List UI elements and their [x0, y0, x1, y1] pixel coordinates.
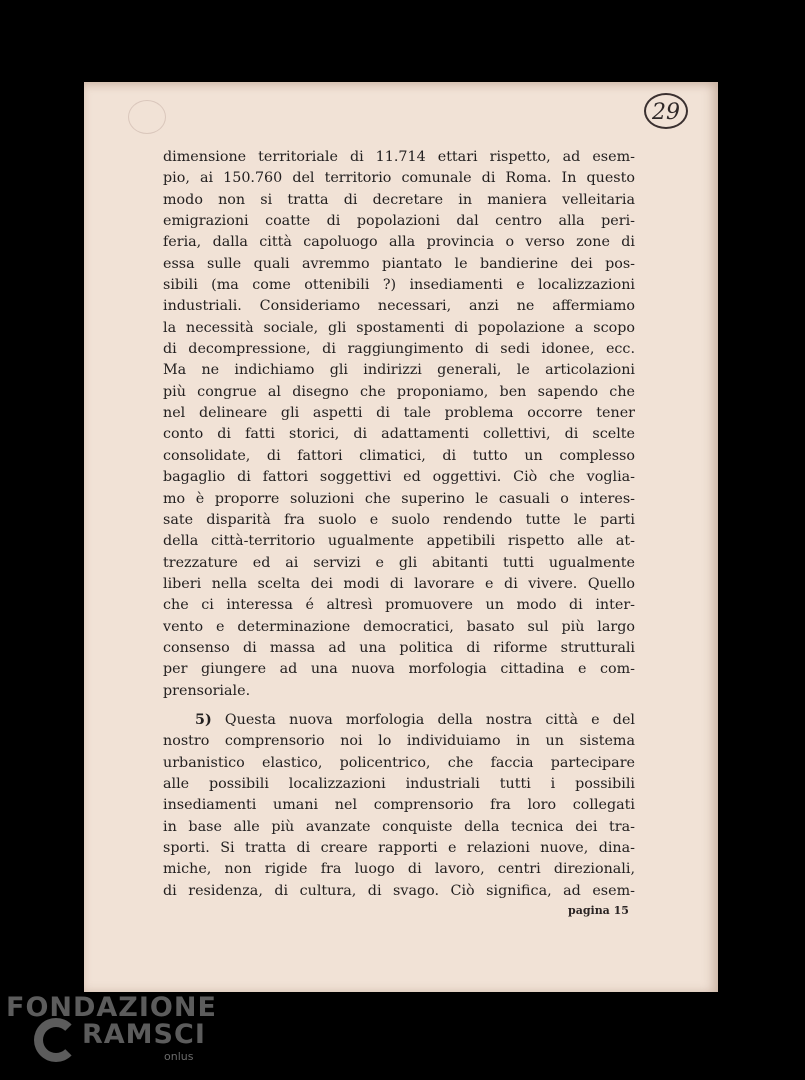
text-line: sporti. Si tratta di creare rapporti e relazioni nuove, dina-: [163, 840, 635, 856]
text-line: consolidate, di fattori climatici, di tutto un complesso: [163, 447, 635, 464]
paragraph-5-first-text: Questa nuova morfologia della nostra città e del: [224, 711, 635, 728]
text-line: consenso di massa ad una politica di riforme strutturali: [163, 639, 635, 656]
text-line: nel delineare gli aspetti di tale problema occorre tener: [163, 405, 635, 422]
text-line: pio, ai 150.760 del territorio comunale di Roma. In questo: [163, 170, 635, 187]
text-line: di decompressione, di raggiungimento di sedi idonee, ecc.: [163, 341, 635, 358]
text-line: emigrazioni coatte di popolazioni dal centro alla peri-: [163, 213, 635, 230]
text-line: liberi nella scelta dei modi di lavorare e di vivere. Quello: [163, 575, 635, 592]
text-line: industriali. Consideriamo necessari, anzi ne affermiamo: [163, 298, 635, 315]
text-line: bagaglio di fattori soggettivi ed oggettivi. Ciò che voglia-: [163, 469, 635, 486]
text-line: mo è proporre soluzioni che superino le casuali o interes-: [163, 490, 635, 507]
text-line: vento e determinazione democratici, basato sul più largo: [163, 618, 635, 635]
text-line: dimensione territoriale di 11.714 ettari rispetto, ad esem-: [163, 149, 635, 165]
text-line: alle possibili localizzazioni industriali tutti i possibili: [163, 775, 635, 792]
text-line: essa sulle quali avremmo piantato le bandierine dei pos-: [163, 255, 635, 272]
paragraph-number: 5): [195, 711, 212, 728]
logo-subtitle: onlus: [164, 1050, 194, 1063]
logo-line2: RAMSCI: [82, 1019, 206, 1050]
text-line: modo non si tratta di decretare in maniera velleitaria: [163, 191, 635, 208]
body-text: [163, 147, 635, 902]
text-line: feria, dalla città capoluogo alla provincia o verso zone di: [163, 234, 635, 251]
text-line: di residenza, di cultura, di svago. Ciò significa, ad esem-: [163, 882, 635, 899]
text-line: sibili (ma come ottenibili ?) insediamenti e localizzazioni: [163, 277, 635, 294]
fondazione-gramsci-logo: [2, 992, 217, 1072]
text-line: Ma ne indichiamo gli indirizzi generali, le articolazioni: [163, 362, 635, 379]
text-line: trezzature ed ai servizi e gli abitanti tutti ugualmente: [163, 554, 635, 571]
logo-g-icon: [34, 1018, 78, 1062]
text-line: la necessità sociale, gli spostamenti di popolazione a scopo: [163, 319, 635, 336]
handwritten-page-number: 29: [644, 93, 688, 129]
text-line: nostro comprensorio noi lo individuiamo in un sistema: [163, 733, 635, 750]
page-folio: pagina 15: [568, 904, 629, 917]
text-line: più congrue al disegno che proponiamo, ben sapendo che: [163, 383, 635, 400]
text-line: miche, non rigide fra luogo di lavoro, centri direzionali,: [163, 861, 635, 878]
text-line: della città-territorio ugualmente appetibili rispetto alle at-: [163, 533, 635, 550]
text-line: sate disparità fra suolo e suolo rendendo tutte le parti: [163, 511, 635, 528]
text-line: che ci interessa é altresì promuovere un modo di inter-: [163, 597, 635, 614]
text-line: conto di fatti storici, di adattamenti collettivi, di scelte: [163, 426, 635, 443]
paragraph-5-first-line: [163, 710, 635, 731]
text-line: urbanistico elastico, policentrico, che faccia partecipare: [163, 754, 635, 771]
logo-line1: FONDAZIONE: [6, 992, 217, 1023]
text-line: insediamenti umani nel comprensorio fra loro collegati: [163, 797, 635, 814]
faint-stamp-mark: [128, 100, 166, 134]
text-line: prensoriale.: [163, 682, 251, 699]
text-line: per giungere ad una nuova morfologia cittadina e com-: [163, 661, 635, 678]
text-line: in base alle più avanzate conquiste della tecnica dei tra-: [163, 818, 635, 835]
